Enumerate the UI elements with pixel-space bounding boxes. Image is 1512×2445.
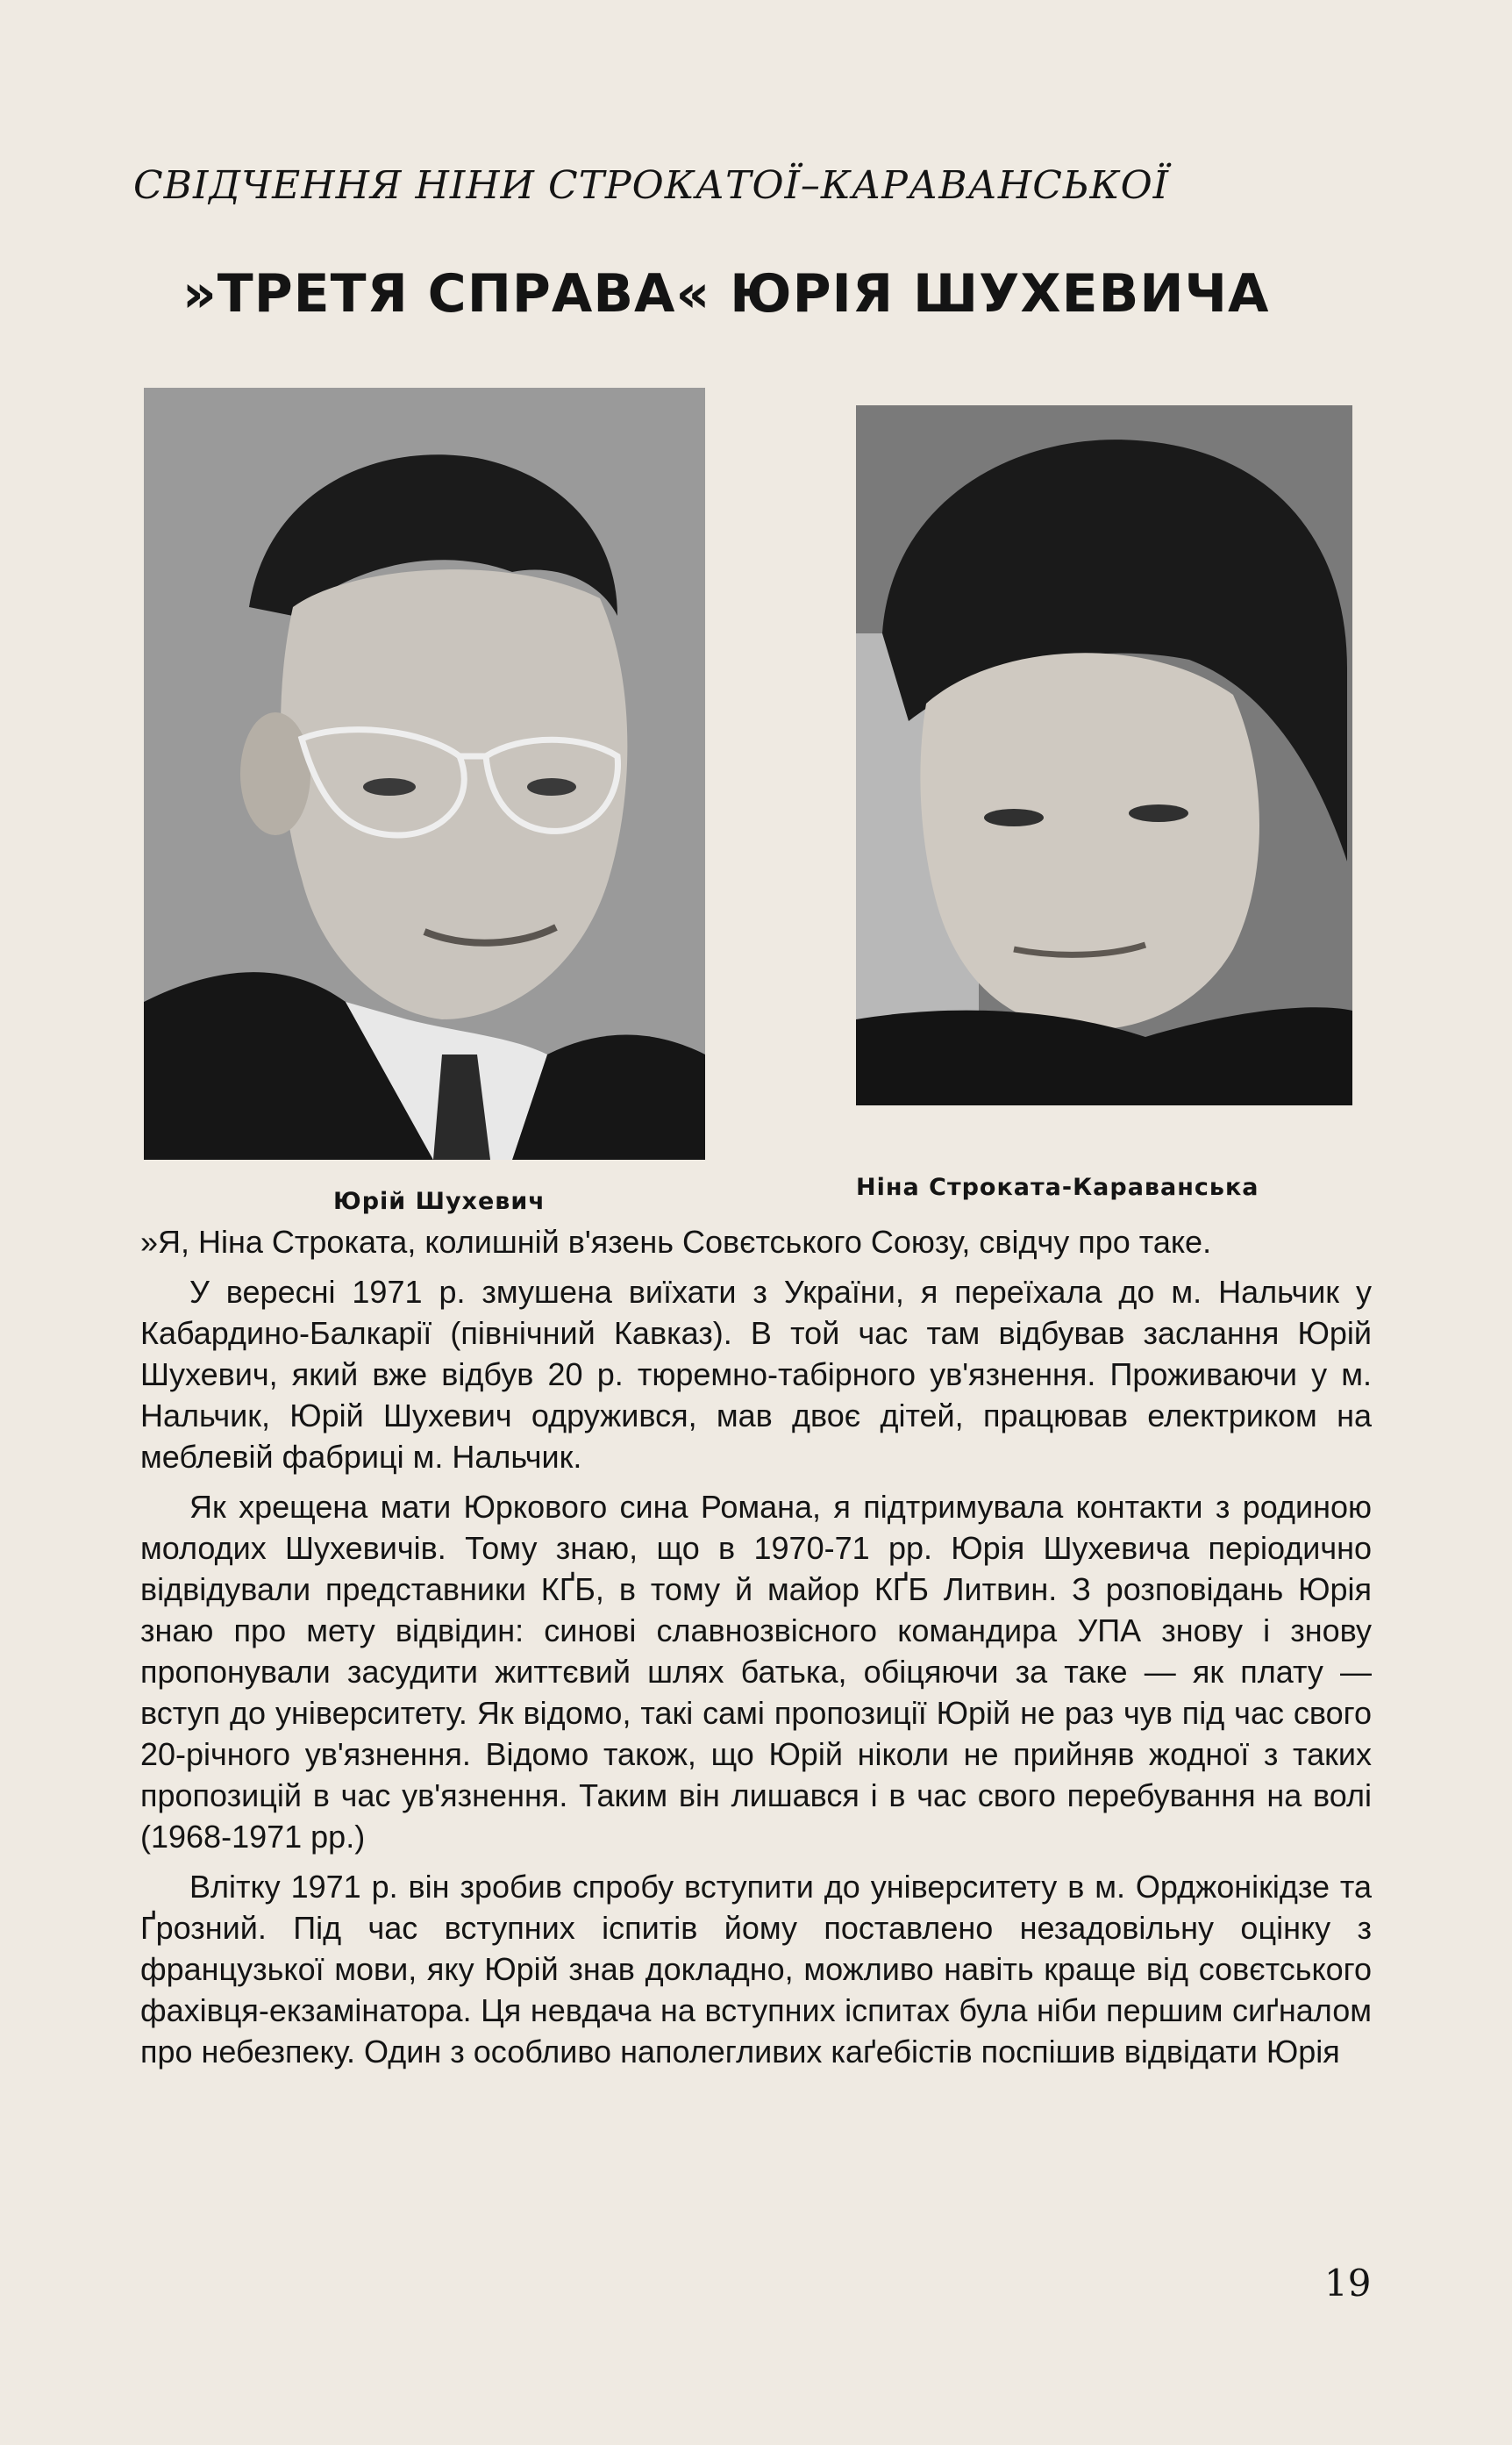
portrait-woman-image (856, 405, 1352, 1105)
section-heading: СВІДЧЕННЯ НІНИ СТРОКАТОЇ–КАРАВАНСЬКОЇ (133, 163, 1170, 208)
photo-caption-nina-strokata: Ніна Строката-Караванська (856, 1174, 1259, 1201)
paragraph-3: Як хрещена мати Юркового сина Романа, я підтримувала контакти з родиною молодих Шухевичів. Тому знаю, що в 1970-71 рр. Юрія Шухевича періодично відвідували представники КҐБ, в тому й майор КҐБ Литвин. З розповідань Юрія знаю про мету відвідин: синові славнозвісного командира УПА знову і знову пропонували засудити життєвий шлях батька, обіцяючи за таке — як плату — вступ до університету. Як відомо, такі самі пропозиції Юрій не раз чув під час свого 20-річного ув'язнення. Відомо також, що Юрій ніколи не прийняв жодної з таких пропозицій в час ув'язнення. Таким він лишався і в час свого перебування на волі (1968-1971 рр.) (140, 1489, 1372, 1855)
article-body (140, 1221, 1372, 2081)
paragraph-1: »Я, Ніна Строката, колишній в'язень Совєтського Союзу, свідчу про таке. (140, 1224, 1212, 1260)
portrait-photo-nina-strokata (856, 405, 1352, 1105)
page-number: 19 (1324, 2262, 1372, 2305)
paragraph-4: Влітку 1971 р. він зробив спробу вступити до університету в м. Орджонікідзе та Ґрозний. Під час вступних іспитів йому поставлено незадовільну оцінку з французької мови, яку Юрій знав докладно, можливо навіть краще від совєтського фахівця-екзамінатора. Ця невдача на вступних іспитах була ніби першим сиґналом про небезпеку. Один з особливо наполегливих каґебістів поспішив відвідати Юрія (140, 1869, 1372, 2070)
paragraph-2: У вересні 1971 р. змушена виїхати з України, я переїхала до м. Нальчик у Кабардино-Балкарії (північний Кавказ). В той час там відбував заслання Юрій Шухевич, який вже відбув 20 р. тюремно-табірного ув'язнення. Проживаючи у м. Нальчик, Юрій Шухевич одружився, мав двоє дітей, працював електриком на меблевій фабриці м. Нальчик. (140, 1274, 1372, 1475)
portrait-man-image (144, 388, 705, 1160)
article-title: »ТРЕТЯ СПРАВА« ЮРІЯ ШУХЕВИЧА (182, 263, 1270, 325)
portrait-photo-yuriy-shukhevych (144, 388, 705, 1160)
photo-caption-yuriy-shukhevych: Юрій Шухевич (333, 1188, 546, 1215)
